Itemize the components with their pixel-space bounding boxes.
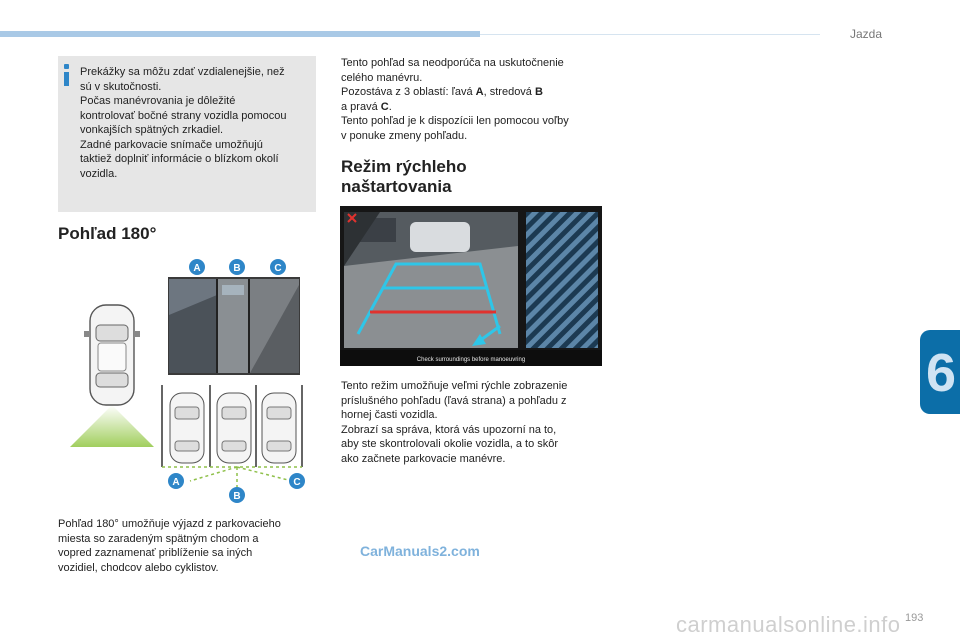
right-top-line-5: Tento pohľad je k dispozícii len pomocou voľby: [341, 115, 569, 127]
watermark-text: CarManuals2.com: [360, 543, 480, 559]
info-box: [58, 56, 316, 212]
heading-quick-start: Režim rýchleho naštartovania: [341, 157, 467, 196]
rear-camera-screen: [340, 206, 602, 366]
quick-start-description: Tento režim umožňuje veľmi rýchle zobrazenie príslušného pohľadu (ľavá strana) a pohľadu z hornej časti vozidla. Zobrazí sa správa, ktorá vás upozorní na to, aby ste skontrolovali okolie vozidla, a to skôr ako začnete parkovacie manévre.: [341, 380, 568, 465]
label-c-bottom: [289, 473, 305, 489]
svg-text:A: A: [193, 263, 201, 274]
chapter-number: 6: [926, 343, 957, 403]
label-b-bottom: [229, 487, 245, 503]
header-line: [480, 34, 820, 35]
right-top-line-6: v ponuke zmeny pohľadu.: [341, 129, 468, 142]
right-top-paragraph: [341, 56, 611, 143]
svg-text:B: B: [233, 491, 241, 502]
heading-180-view: Pohľad 180°: [58, 224, 157, 243]
label-b-top: [229, 259, 245, 275]
view-180-illustration: [60, 255, 320, 505]
parked-cars: [162, 385, 302, 467]
view-180-description: Pohľad 180° umožňuje výjazd z parkovacieho miesta so zaradeným spätným chodom a vopred zaznamenať priblíženie sa iných vozidiel, chodcov alebo cyklistov.: [58, 518, 281, 574]
svg-text:C: C: [293, 477, 301, 488]
svg-text:A: A: [172, 477, 180, 488]
top-view-pane: [526, 212, 598, 348]
camera-view-image: [168, 277, 300, 375]
right-top-line-3: Pozostáva z 3 oblastí: ľavá A, stredová B: [341, 86, 543, 98]
info-text: Prekážky sa môžu zdať vzdialenejšie, než sú v skutočnosti. Počas manévrovania je dôležité kontrolovať bočné strany vozidla pomocou vonkajších spätných zrkadiel. Zadné parkovacie snímače umožňujú taktiež doplniť informácie o blízkom okolí vozidla.: [80, 66, 287, 180]
svg-text:C: C: [274, 263, 282, 274]
info-icon: [64, 64, 70, 86]
right-top-line-1: Tento pohľad sa neodporúča na uskutočnenie: [341, 57, 564, 69]
header-bar: [0, 31, 480, 37]
page-number: 193: [905, 612, 924, 624]
section-title: Jazda: [850, 27, 883, 41]
label-c-top: [270, 259, 286, 275]
camera-cone: [70, 405, 154, 447]
right-top-line-4: a pravá C.: [341, 100, 392, 113]
chapter-tab: [920, 330, 960, 414]
car-top-view: [84, 305, 140, 405]
screen-caption: Check surroundings before manoeuvring: [416, 357, 526, 363]
label-a-top: [189, 259, 205, 275]
label-a-bottom: [168, 473, 184, 489]
right-top-line-2: celého manévru.: [341, 71, 423, 84]
footer-site: carmanualsonline.info: [676, 612, 901, 637]
svg-text:B: B: [233, 263, 241, 274]
